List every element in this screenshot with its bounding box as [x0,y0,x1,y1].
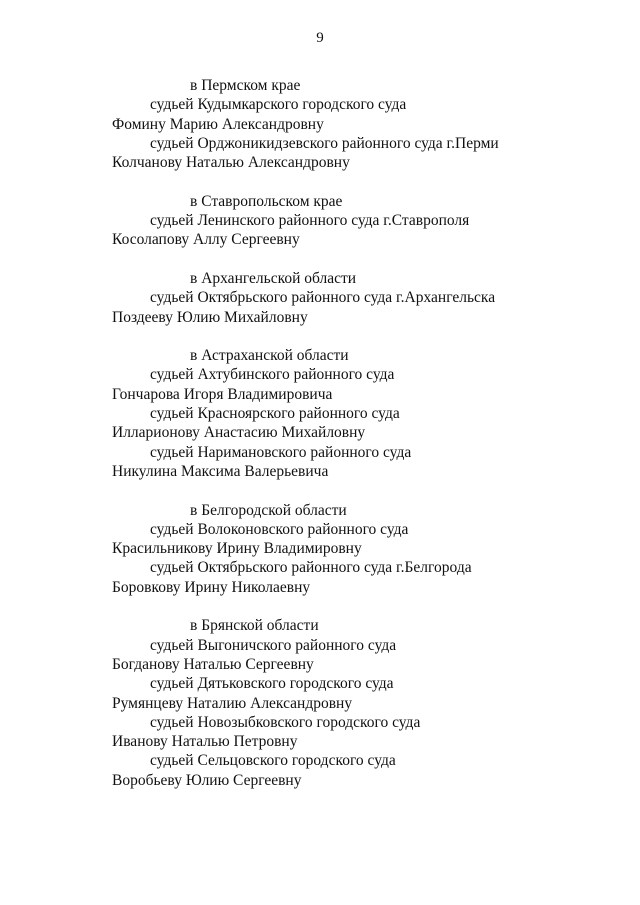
court-position-line: судьей Кудымкарского городского суда [150,96,407,114]
judge-name-line: Косолапову Аллу Сергеевну [112,231,300,249]
judge-name-line: Красильникову Ирину Владимировну [112,540,362,558]
region-heading: в Архангельской области [190,269,357,287]
judge-name-line: Гончарова Игоря Владимировича [112,385,333,403]
region-heading: в Пермском крае [190,77,301,94]
court-position-line: судьей Красноярского районного суда [150,405,400,423]
judge-name-line: Никулина Максима Валерьевича [112,462,329,480]
judge-name-line: Богданову Наталью Сергеевну [112,655,314,673]
region-heading: в Брянской области [190,617,319,635]
court-position-line: судьей Сельцовского городского суда [150,752,396,770]
court-position-line: судьей Волоконовского районного суда [150,520,409,538]
section-spacer [0,481,640,500]
court-position-line: судьей Орджоникидзевского районного суда г.Перми [150,134,499,152]
region-heading: в Астраханской области [190,347,349,365]
section-spacer [0,327,640,346]
judge-name-line: Иванову Наталью Петровну [112,733,298,751]
court-position-line: судьей Наримановского районного суда [150,443,412,461]
region-heading: в Белгородской области [190,501,347,519]
court-position-line: судьей Дятьковского городского суда [150,675,394,693]
court-position-line: судьей Ленинского районного суда г.Ставрополя [150,212,470,230]
judge-name-line: Боровкову Ирину Николаевну [112,578,311,596]
court-position-line: судьей Октябрьского районного суда г.Белгорода [150,559,472,577]
court-position-line: судьей Октябрьского районного суда г.Архангельска [150,289,496,307]
page-number: 9 [316,30,324,46]
court-position-line: судьей Новозыбковского городского суда [150,713,421,731]
court-position-line: судьей Ахтубинского районного суда [150,366,395,384]
section-spacer [0,250,640,269]
judge-name-line: Воробьеву Юлию Сергеевну [112,771,302,789]
appointment-list [0,76,640,790]
judge-name-line: Колчанову Наталью Александровну [112,154,350,172]
section-spacer [0,597,640,616]
region-heading: в Ставропольском крае [190,192,343,210]
section-spacer [0,172,640,191]
judge-name-line: Румянцеву Наталию Александровну [112,694,353,712]
judge-name-line: Поздееву Юлию Михайловну [112,308,308,326]
judge-name-line: Илларионову Анастасию Михайловну [112,424,366,442]
court-position-line: судьей Выгоничского районного суда [150,636,397,654]
judge-name-line: Фомину Марию Александровну [112,115,324,133]
